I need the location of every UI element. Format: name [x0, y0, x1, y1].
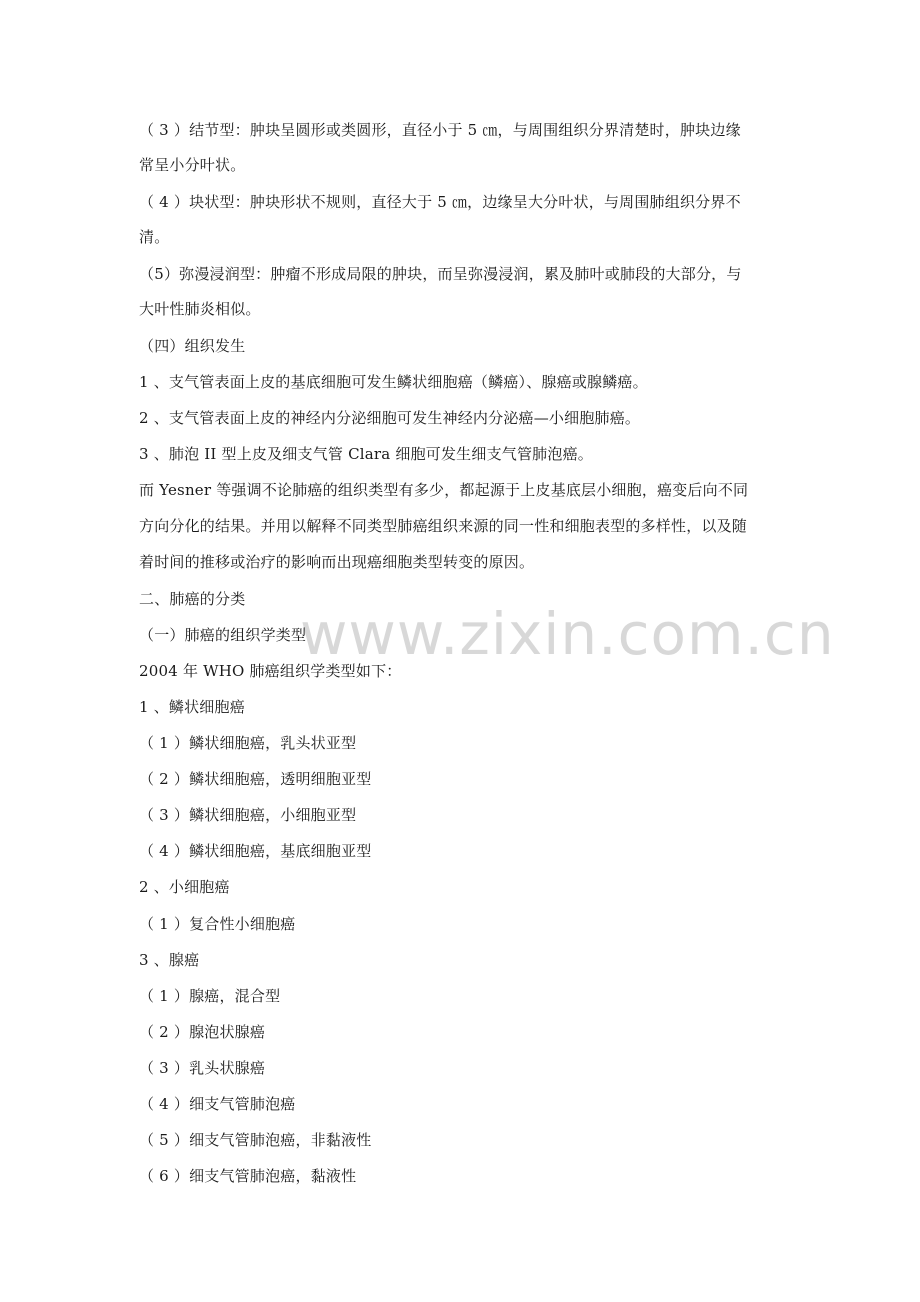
list-item: （ 2 ）腺泡状腺癌	[139, 1023, 266, 1041]
list-item: （ 3 ）鳞状细胞癌，小细胞亚型	[139, 806, 357, 824]
watermark: www.zixin.com.cn	[300, 600, 835, 668]
list-item: （ 4 ）鳞状细胞癌，基底细胞亚型	[139, 842, 372, 860]
list-item: 2 、小细胞癌	[139, 878, 230, 896]
list-item: （ 5 ）细支气管肺泡癌，非黏液性	[139, 1131, 372, 1149]
list-item: 2 、支气管表面上皮的神经内分泌细胞可发生神经内分泌癌—小细胞肺癌。	[139, 409, 641, 427]
section-heading: （四）组织发生	[139, 337, 246, 355]
list-item: （ 2 ）鳞状细胞癌，透明细胞亚型	[139, 770, 372, 788]
list-item: （ 1 ）腺癌，混合型	[139, 987, 281, 1005]
paragraph-line: 清。	[139, 228, 170, 246]
list-item: （ 1 ）复合性小细胞癌	[139, 915, 296, 933]
list-item: 3 、肺泡 II 型上皮及细支气管 Clara 细胞可发生细支气管肺泡癌。	[139, 445, 593, 463]
list-item: （ 3 ）乳头状腺癌	[139, 1059, 266, 1077]
list-item: （ 4 ）细支气管肺泡癌	[139, 1095, 296, 1113]
list-item: 3 、腺癌	[139, 951, 200, 969]
paragraph-line: 大叶性肺炎相似。	[139, 300, 261, 318]
list-item: （ 1 ）鳞状细胞癌，乳头状亚型	[139, 734, 357, 752]
paragraph-line: 着时间的推移或治疗的影响而出现癌细胞类型转变的原因。	[139, 553, 535, 571]
list-item: （ 6 ）细支气管肺泡癌，黏液性	[139, 1167, 357, 1185]
list-item: 1 、鳞状细胞癌	[139, 698, 245, 716]
paragraph-line: （5）弥漫浸润型：肿瘤不形成局限的肿块，而呈弥漫浸润，累及肺叶或肺段的大部分，与	[139, 265, 742, 283]
paragraph-line: 常呈小分叶状。	[139, 156, 246, 174]
paragraph-line: 而 Yesner 等强调不论肺癌的组织类型有多少，都起源于上皮基底层小细胞，癌变后向不同	[139, 481, 749, 499]
list-item: 1 、支气管表面上皮的基底细胞可发生鳞状细胞癌（鳞癌）、腺癌或腺鳞癌。	[139, 373, 648, 391]
paragraph-line: 2004 年 WHO 肺癌组织学类型如下：	[139, 662, 402, 680]
paragraph-line: （ 4 ）块状型：肿块形状不规则，直径大于 5 ㎝，边缘呈大分叶状，与周围肺组织分界不	[139, 193, 741, 211]
paragraph-line: （ 3 ）结节型：肿块呈圆形或类圆形，直径小于 5 ㎝，与周围组织分界清楚时，肿块边缘	[139, 121, 741, 139]
section-heading: 二、肺癌的分类	[139, 590, 246, 608]
paragraph-line: 方向分化的结果。并用以解释不同类型肺癌组织来源的同一性和细胞表型的多样性，以及随	[139, 517, 748, 535]
section-heading: （一）肺癌的组织学类型	[139, 626, 307, 644]
